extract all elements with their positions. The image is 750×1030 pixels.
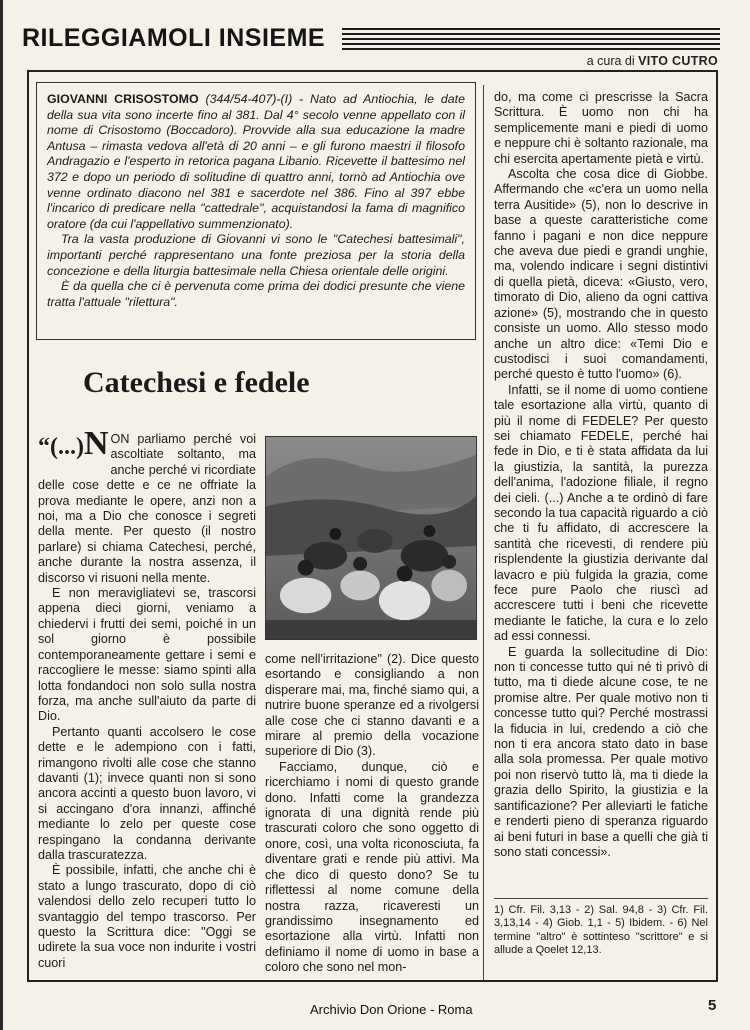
intro-paragraph-3: È da quella che ci è pervenuta come prima dei dodici presunte che viene tratta l'attuale "rilettura". [47, 279, 465, 309]
drop-letter: N [83, 425, 109, 462]
footnotes: 1) Cfr. Fil. 3,13 - 2) Sal. 94,8 - 3) Cfr. Fil. 3,13,14 - 4) Giob. 1,1 - 5) Ibidem. - 6) Nel termine "altro" è sottinteso "scrittore" e si allude a Qoelet 12,13. [494, 904, 708, 957]
intro-text-1: (344/54-407)-(I) - Nato ad Antiochia, le date della sua vita sono incerte fino al 381. Dal 4° secolo venne appellato con il nome di Crisostomo (Boccadoro). Provvide alla sua educazione la madre Antusa – rimasta vedova all'età di 20 anni – e gli furono maestri il filosofo Andragazio e l'esperto in retorica pagana Libanio. Ricevette il battesimo nel 372 e dopo un periodo di solitudine di quattro anni, tornò ad Antiochia ove venne ordinato diacono nel 381 e sacerdote nel 386. Fino al 397 ebbe l'incarico di predicare nella "cattedrale", acquistandosi la fama di magnifico oratore (da cui l'appellativo summenzionato). [47, 92, 465, 231]
article-paragraph: È possibile, infatti, che anche chi è stato a lungo trascurato, dopo di ciò valendosi dello zelo recuperi tutto lo svantaggio del tempo trascorso. Per questo la Scrittura dice: "Oggi se udirete la sua voce non indurite i vostri cuori [38, 863, 256, 970]
intro-paragraph-1 [47, 92, 465, 232]
column-divider [483, 85, 484, 980]
article-column-2 [265, 652, 479, 976]
article-column-3 [494, 90, 708, 860]
opening-quote: “(...) [38, 434, 84, 460]
article-text: ON parliamo perché voi ascoltiate soltanto, ma anche perché vi ricordiate delle cose dette e ce ne offriate la prova mediante le opere, anzi non a noi, ma a Dio che conosce i segreti della mente. Per questo (il nostro parlare) si chiama Catechesi, perché, anche durante la nostra assenza, il discorso vi risuoni nella mente. [38, 432, 256, 585]
intro-box [36, 82, 476, 340]
curator-name: VITO CUTRO [638, 54, 718, 68]
article-paragraph: come nell'irritazione" (2). Dice questo esortando e consigliando a non disperare mai, ma, finché siamo qui, a nutrire buone speranze ed a rivolgersi alle cose che ci stanno davanti e a mirare al premio della vocazione superiore di Dio (3). [265, 652, 479, 759]
footnotes-rule [494, 898, 708, 899]
archive-credit: Archivio Don Orione - Roma [310, 1002, 473, 1017]
article-paragraph: do, ma come ci prescrisse la Sacra Scrittura. È uomo non chi ha semplicemente mani e piedi di uomo e neppure chi è soltanto razionale, ma chi esercita apertamente pietà e virtù. [494, 90, 708, 166]
header-rule-lines [342, 28, 720, 50]
article-paragraph: E non meravigliatevi se, trascorsi appena dieci giorni, veniamo a chiedervi i frutti dei semi, poiché in un sol giorno è possibile contemporaneamente gettare i semi e raccogliere le messe: siamo spinti alla lotta fondandoci non solo sulla nostra forza, ma anche sull'aiuto da parte di Dio. [38, 586, 256, 724]
article-column-1 [38, 425, 256, 971]
article-paragraph: Pertanto quanti accolsero le cose dette e le adempiono con i fatti, rimangono rivolti alle cose che stanno davanti (1); invece quanti non si sono ancora accinti a questo buon lavoro, vi si accingano d'ora innanzi, affinché mediante lo zelo per queste cose respingano la condanna derivante dalla trascuratezza. [38, 724, 256, 862]
article-title: Catechesi e fedele [83, 366, 310, 399]
section-header-title: RILEGGIAMOLI INSIEME [22, 24, 326, 52]
article-paragraph: E guarda la sollecitudine di Dio: non ti concesse tutto qui né ti privò di tutto, ma ti diede alcune cose, te ne promise altre. Per quale motivo non ti concesse tutto qui? Perché mostrassi la fiducia in lui, credendo a ciò che non ti era ancora stato dato in base alla sola promessa. Per quale motivo poi non riservò tutto là, ma ti diede la grazia dello Spirito, la giustizia e la santificazione? Per alleviarti le fatiche e renderti pieno di speranza riguardo ai beni futuri in base a quelli che già ti sono stati concessi». [494, 644, 708, 859]
article-paragraph [38, 425, 256, 586]
page-number: 5 [708, 997, 717, 1014]
article-paragraph: Facciamo, dunque, ciò e ricerchiamo i nomi di questo grande dono. Infatti come la grandezza ignorata di una dignità rende più trascurati coloro che sono oggetto di onore, così, una volta riconosciuta, fa diventare grati e rende più attivi. Ma che dico di questo dono? Se tu riflettessi al nome comune della nostra razza, ricaveresti un grandissimo insegnamento ed esortazione alla virtù. Infatti non definiamo il nome di uomo in base a coloro che sono nel mon- [265, 759, 479, 975]
intro-author-name: GIOVANNI CRISOSTOMO [47, 92, 199, 106]
group-photo [265, 436, 477, 640]
article-paragraph: Ascolta che cosa dice di Giobbe. Affermando che «c'era un uomo nella terra Ausitide» (5), non lo descrive in base a queste caratteristiche come fanno i pagani e non dice neppure che aveva due piedi e grandi unghie, ma, volendo indicare i segni distintivi di quella pietà, diceva: «Giusto, vero, timorato di Dio, alieno da ogni cattiva azione» (5), mostrando che in questo consiste un uomo. Allo stesso modo anche un altro dice: «Temi Dio e custodisci i suoi comandamenti, perché questo è tutto l'uomo» (6). [494, 167, 708, 382]
drop-cap [38, 425, 109, 464]
curator-prefix: a cura di [586, 54, 635, 68]
intro-paragraph-2: Tra la vasta produzione di Giovanni vi sono le "Catechesi battesimali", importanti perché rappresentano una fonte preziosa per la storia della concezione e della liturgia battesimale nella Chiesa orientale delle origini. [47, 232, 465, 278]
curator-credit [587, 54, 718, 68]
article-paragraph: Infatti, se il nome di uomo contiene tale esortazione alla virtù, quanto di più il nome di FEDELE? Per questo sei chiamato FEDELE, perché hai fede in Dio, e ti è stata affidata da lui la giustizia, la santità, la purezza dell'anima, l'adozione filiale, il regno dei cieli. (...) Anche a te ordinò di fare secondo la tua capacità riguardo a ciò che ti fu affidato, di accrescere la santità che ricevesti, di rendere più risplendente la giustizia derivante dal lavacro e più fulgida la grazia, come fece pure Paolo che riuscì ad accrescere tutti i beni che ricevette mediante le fatiche, la cura e lo zelo ad essi connessi. [494, 382, 708, 644]
